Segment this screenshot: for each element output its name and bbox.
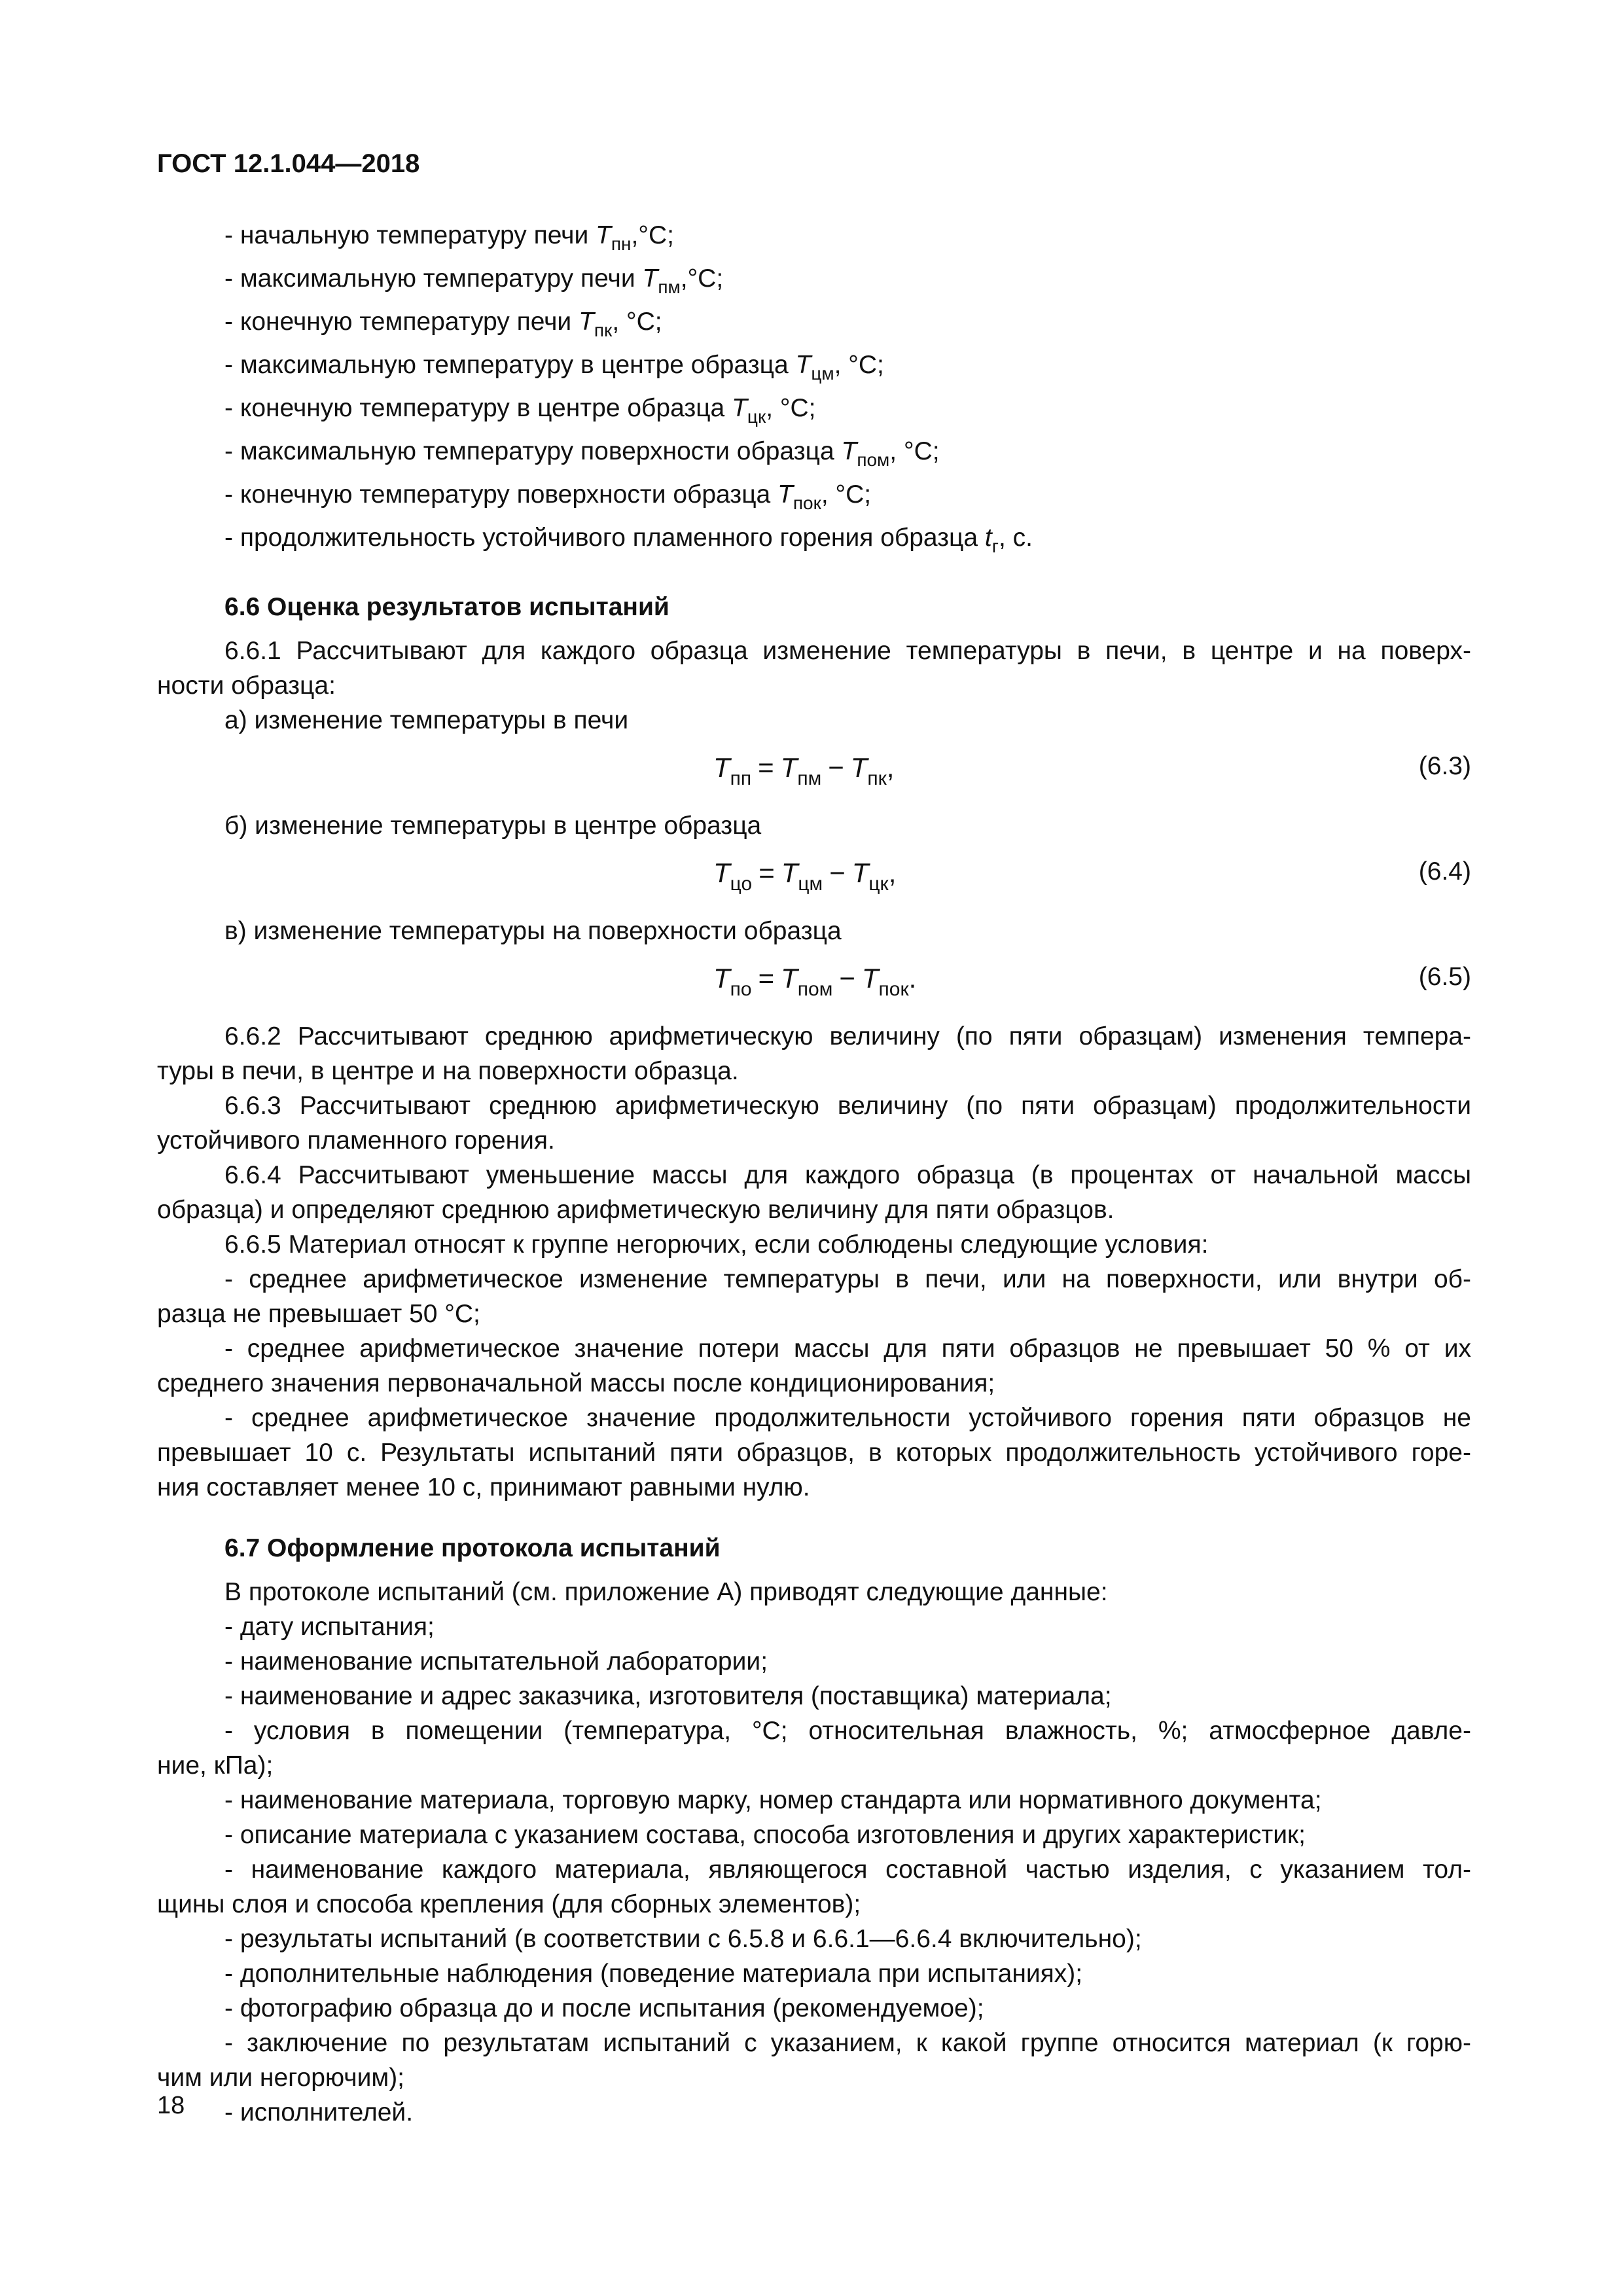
formula-number: (6.5) [1418,963,1471,991]
formula-number: (6.3) [1418,752,1471,780]
formula-number: (6.4) [1418,857,1471,886]
paragraph-6-6-3-cont: устойчивого пламенного горения. [157,1126,555,1155]
list-item: - заключение по результатам испытаний с указанием, к какой группе относится материал (к горю- [224,2029,1471,2057]
paragraph-6-6-3: 6.6.3 Рассчитывают среднюю арифметическую величину (по пяти образцам) продолжительности [224,1092,1471,1120]
list-item: - максимальную температуру поверхности образца $T_{пом}$, °С; [224,437,940,470]
list-item-cont: чим или негорючим); [157,2064,405,2092]
paragraph-6-6-2: 6.6.2 Рассчитывают среднюю арифметическую величину (по пяти образцам) изменения темпера- [224,1022,1471,1050]
condition-item-cont: разца не превышает 50 °С; [157,1300,480,1328]
list-item: - исполнителей. [224,2098,414,2126]
list-item: - конечную температуру печи $T_{пк}$, °С; [224,308,662,340]
list-item: - наименование и адрес заказчика, изготовителя (поставщика) материала; [224,1682,1112,1710]
formula-expression: $T_{цо} = T_{цм} - T_{цк}$, [713,857,897,895]
formula-6-4 [157,847,1471,907]
list-item: - наименование испытательной лаборатории; [224,1647,768,1676]
formula-expression: $T_{пп} = T_{пм} - T_{пк}$, [713,752,895,789]
list-item-cont: ние, кПа); [157,1751,274,1780]
formula-6-3 [157,742,1471,802]
paragraph-6-6-4-cont: образца) и определяют среднюю арифметическую величину для пяти образцов. [157,1196,1115,1224]
measured-parameters-list [157,218,1471,564]
section-heading-6-6: 6.6 Оценка результатов испытаний [224,593,669,621]
section-heading-6-7: 6.7 Оформление протокола испытаний [224,1534,721,1562]
page-number: 18 [157,2092,185,2119]
formula-6-5 [157,952,1471,1013]
list-item: - наименование материала, торговую марку, номер стандарта или нормативного документа; [224,1786,1322,1814]
paragraph-6-6-2-cont: туры в печи, в центре и на поверхности образца. [157,1057,739,1085]
list-item: - продолжительность устойчивого пламенного горения образца $t_г$, с. [224,524,1033,556]
condition-item: - среднее арифметическое значение потери массы для пяти образцов не превышает 50 % от их [224,1335,1471,1363]
list-item: - результаты испытаний (в соответствии с 6.5.8 и 6.6.1—6.6.4 включительно); [224,1925,1142,1953]
list-item: - конечную температуру поверхности образца $T_{пок}$, °С; [224,480,872,513]
page-body [157,218,1471,2130]
list-item: - максимальную температуру печи $T_{пм},^\circ С$; [224,264,724,297]
paragraph-6-6-5: 6.6.5 Материал относят к группе негорючих, если соблюдены следующие условия: [224,1230,1209,1259]
item-a-label: а) изменение температуры в печи [224,706,629,734]
list-item: - фотографию образца до и после испытания (рекомендуемое); [224,1994,984,2022]
paragraph-6-6-1: 6.6.1 Рассчитывают для каждого образца изменение температуры в печи, в центре и на поверх- [224,637,1471,665]
list-item: - описание материала с указанием состава, способа изготовления и других характеристик; [224,1821,1306,1849]
list-item: - наименование каждого материала, являющегося составной частью изделия, с указанием тол- [224,1856,1471,1884]
list-item-cont: щины слоя и способа крепления (для сборных элементов); [157,1890,861,1918]
list-item: - дополнительные наблюдения (поведение материала при испытаниях); [224,1960,1083,1988]
paragraph-6-6-4: 6.6.4 Рассчитывают уменьшение массы для каждого образца (в процентах от начальной массы [224,1161,1471,1189]
condition-item-cont: ния составляет менее 10 с, принимают равными нулю. [157,1473,810,1501]
condition-item: - среднее арифметическое значение продолжительности устойчивого горения пяти образцов не [224,1404,1471,1432]
list-item: - условия в помещении (температура, °С; относительная влажность, %; атмосферное давле- [224,1717,1471,1745]
item-b-label: б) изменение температуры в центре образца [224,812,762,840]
formula-expression: $T_{по} = T_{пом} - T_{пок}$. [713,963,917,1000]
condition-item: - среднее арифметическое изменение температуры в печи, или на поверхности, или внутри об- [224,1265,1471,1293]
list-item: - максимальную температуру в центре образца $T_{цм}$, °С; [224,351,884,384]
protocol-intro: В протоколе испытаний (см. приложение А) приводят следующие данные: [224,1578,1108,1606]
list-item: - конечную температуру в центре образца $T_{цк}$, °С; [224,394,816,427]
list-item: - начальную температуру печи $T_{пн},^\circ С$; [224,221,674,254]
list-item: - дату испытания; [224,1613,435,1641]
condition-item-cont: среднего значения первоначальной массы после кондиционирования; [157,1369,995,1397]
paragraph-6-6-1-cont: ности образца: [157,672,336,700]
item-c-label: в) изменение температуры на поверхности образца [224,917,842,945]
condition-item-cont: превышает 10 с. Результаты испытаний пяти образцов, в которых продолжительность устойчивого горе- [157,1439,1471,1467]
document-header: ГОСТ 12.1.044—2018 [157,149,420,178]
